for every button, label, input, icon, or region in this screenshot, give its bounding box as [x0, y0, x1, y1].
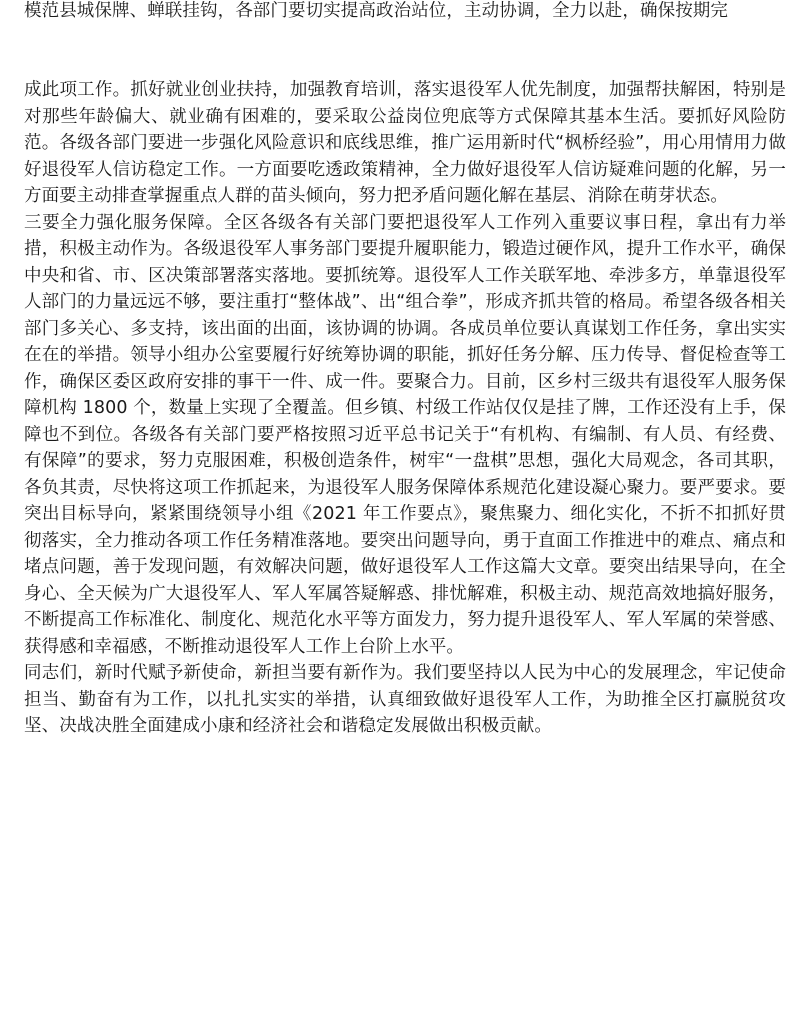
top-line-text: 模范县城保牌、蝉联挂钩，各部门要切实提高政治站位，主动协调，全力以赴，确保按期完: [24, 1, 728, 21]
document-body: [24, 77, 786, 740]
paragraph-3: 同志们，新时代赋予新使命，新担当要有新作为。我们要坚持以人民为中心的发展理念，牢记使命担当、勤奋有为工作，以扎扎实实的举措，认真细致做好退役军人工作，为助推全区打赢脱贫攻坚、决战决胜全面建成小康和经济社会和谐稳定发展做出积极贡献。: [24, 663, 786, 736]
paragraph-1: 成此项工作。抓好就业创业扶持，加强教育培训，落实退役军人优先制度，加强帮扶解困，特别是对那些年龄偏大、就业确有困难的，要采取公益岗位兜底等方式保障其基本生活。要抓好风险防范。各级各部门要进一步强化风险意识和底线思维，推广运用新时代“枫桥经验”，用心用情用力做好退役军人信访稳定工作。一方面要吃透政策精神，全力做好退役军人信访疑难问题的化解，另一方面要主动排查掌握重点人群的苗头倾向，努力把矛盾问题化解在基层、消除在萌芽状态。: [24, 80, 786, 206]
paragraph-2: 三要全力强化服务保障。全区各级各有关部门要把退役军人工作列入重要议事日程，拿出有力举措，积极主动作为。各级退役军人事务部门要提升履职能力，锻造过硬作风，提升工作水平，确保中央和省、市、区决策部署落实落地。要抓统筹。退役军人工作关联军地、牵涉多方，单靠退役军人部门的力量远远不够，要注重打“整体战”、出“组合拳”，形成齐抓共管的格局。希望各级各相关部门多关心、多支持，该出面的出面，该协调的协调。各成员单位要认真谋划工作任务，拿出实实在在的举措。领导小组办公室要履行好统筹协调的职能，抓好任务分解、压力传导、督促检查等工作，确保区委区政府安排的事干一件、成一件。要聚合力。目前，区乡村三级共有退役军人服务保障机构 1800 个，数量上实现了全覆盖。但乡镇、村级工作站仅仅是挂了牌，工作还没有上手，保障也不到位。各级各有关部门要严格按照习近平总书记关于“有机构、有编制、有人员、有经费、有保障”的要求，努力克服困难，积极创造条件，树牢“一盘棋”思想，强化大局观念，各司其职，各负其责，尽快将这项工作抓起来，为退役军人服务保障体系规范化建设凝心聚力。要严要求。要突出目标导向，紧紧围绕领导小组《2021 年工作要点》，聚焦聚力、细化实化，不折不扣抓好贯彻落实，全力推动各项工作任务精准落地。要突出问题导向，勇于直面工作推进中的难点、痛点和堵点问题，善于发现问题，有效解决问题，做好退役军人工作这篇大文章。要突出结果导向，在全身心、全天候为广大退役军人、军人军属答疑解惑、排忧解难，积极主动、规范高效地搞好服务，不断提高工作标准化、制度化、规范化水平等方面发力，努力提升退役军人、军人军属的荣誉感、获得感和幸福感，不断推动退役军人工作上台阶上水平。: [24, 212, 786, 657]
